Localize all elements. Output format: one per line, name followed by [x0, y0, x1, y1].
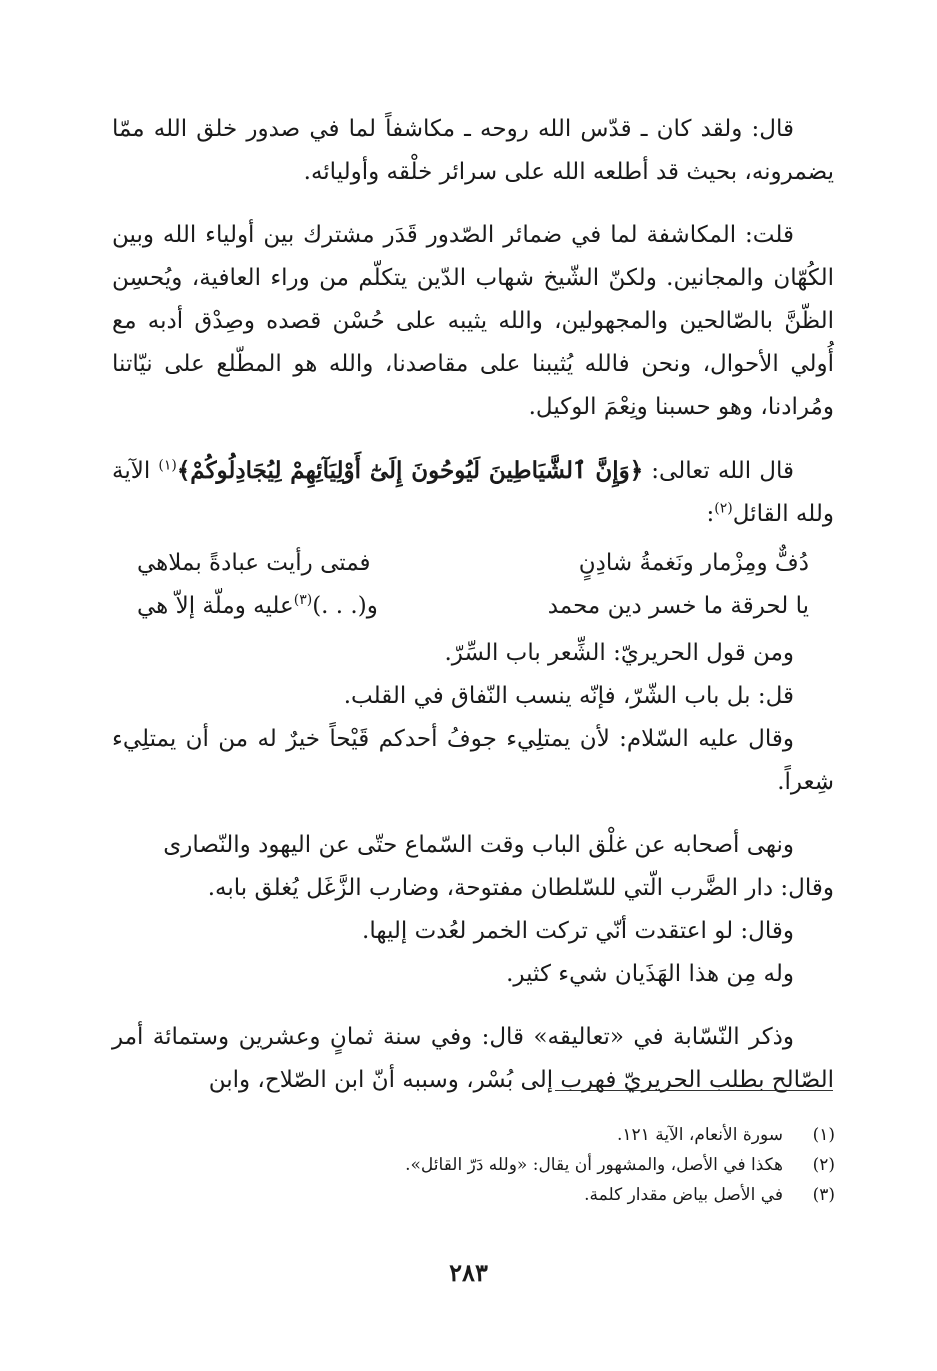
paragraph-2: قلت: المكاشفة لما في ضمائر الصّدور قَدَر مشترك بين أولياء الله وبين الكُهّان والمجانين. ولكنّ الشّيخ شهاب الدّين يتكلّم من وراء العافية، ويُحسِن الظّنَّ بالصّالحين والمجهولين، والله يثيبه على حُسْن قصده وصِدْق أدبه مع أُولي الأحوال، ونحن فالله يُثيبنا على مقاصدنا، والله هو المطّلع على نيّاتنا ومُرادنا، وهو حسبنا ونِعْمَ الوكيل.	[112, 222, 834, 420]
verse-1-second-hemistich: فمتى رأيت عبادةً بملاهي	[137, 550, 371, 576]
paragraph-3-end: :	[706, 501, 715, 527]
footnote-2	[300, 1150, 835, 1180]
footnote-separator	[555, 1090, 833, 1091]
main-text	[112, 108, 834, 1102]
paragraph-8: وقال: دار الضَّرب الّتي للسّلطان مفتوحة، وضارب الزَّغَل يُغلق بابه.	[207, 875, 834, 901]
paragraph-3	[112, 449, 834, 536]
footnote-3	[300, 1180, 835, 1210]
verse-1	[112, 542, 834, 585]
paragraph-10: وله مِن هذا الهَذَيان شيء كثير.	[506, 961, 794, 987]
poem	[112, 542, 834, 628]
paragraph-11: وذكر النّسّابة في «تعاليقه» قال: وفي سنة ثمانٍ وعشرين وستمائة أمر الصّالح بطلب الحريريّ فهرب إلى بُسْر، وسببه أنّ ابن الصّلاح، وابن	[112, 1024, 834, 1093]
verse-2-tail: عليه وملّة إلاّ هي	[137, 593, 294, 619]
footnote-ref-2: (٢)	[714, 500, 733, 517]
verse-2-first-hemistich: يا لحرقة ما خسر دين محمد	[547, 593, 809, 619]
paragraph-9: وقال: لو اعتقدت أنّي تركت الخمر لعُدت إليها.	[362, 918, 794, 944]
footnote-number: (٢)	[812, 1155, 835, 1175]
paragraph-7: ونهى أصحابه عن غلْق الباب وقت السّماع حتّى عن اليهود والنّصارى	[163, 832, 794, 858]
paragraph-6: وقال عليه السّلام: لأن يمتلِيء جوفُ أحدكم قَيْحاً خيرٌ له من أن يمتلِيء شِعراً.	[112, 726, 834, 795]
paragraph-3-middle: الآية ولله القائل	[112, 458, 834, 527]
verse-2	[112, 585, 834, 628]
paragraph-3-intro: قال الله تعالى:	[643, 458, 794, 484]
footnotes	[300, 1120, 835, 1210]
paragraph-4: ومن قول الحريريّ: الشِّعر باب السِّرّ.	[444, 640, 794, 666]
footnote-ref-1: (١)	[158, 457, 177, 474]
verse-2-lacuna: و(. . .)	[312, 593, 378, 619]
footnote-text: في الأصل بياض مقدار كلمة.	[584, 1185, 783, 1205]
footnote-text: سورة الأنعام، الآية ١٢١.	[617, 1125, 783, 1145]
page-number: ٢٨٣	[449, 1258, 488, 1287]
verse-2-second-hemistich: و(. . .)(٣)عليه وملّة إلاّ هي	[137, 585, 378, 628]
footnote-1	[300, 1120, 835, 1150]
verse-1-first-hemistich: دُفٌّ ومِزْمار ونَغمةُ شادِنٍ	[578, 550, 809, 576]
paragraph-5: قل: بل باب الشّرّ، فإنّه ينسب النّفاق في القلب.	[343, 683, 794, 709]
footnote-text: هكذا في الأصل، والمشهور أن يقال: «ولله دَرّ القائل».	[405, 1155, 783, 1175]
footnote-number: (٣)	[812, 1185, 835, 1205]
paragraph-1: قال: ولقد كان ـ قدّس الله روحه ـ مكاشفاً لما في صدور خلق الله ممّا يضمرونه، بحيث قد أطلعه الله على سرائر خلْقه وأوليائه.	[112, 116, 834, 185]
footnote-number: (١)	[812, 1125, 835, 1145]
quran-verse: ﴿وَإِنَّ ٱلشَّيَاطِينَ لَيُوحُونَ إِلَىٰٓ أَوْلِيَآئِهِمْ لِيُجَادِلُوكُمْ﴾	[176, 457, 644, 484]
